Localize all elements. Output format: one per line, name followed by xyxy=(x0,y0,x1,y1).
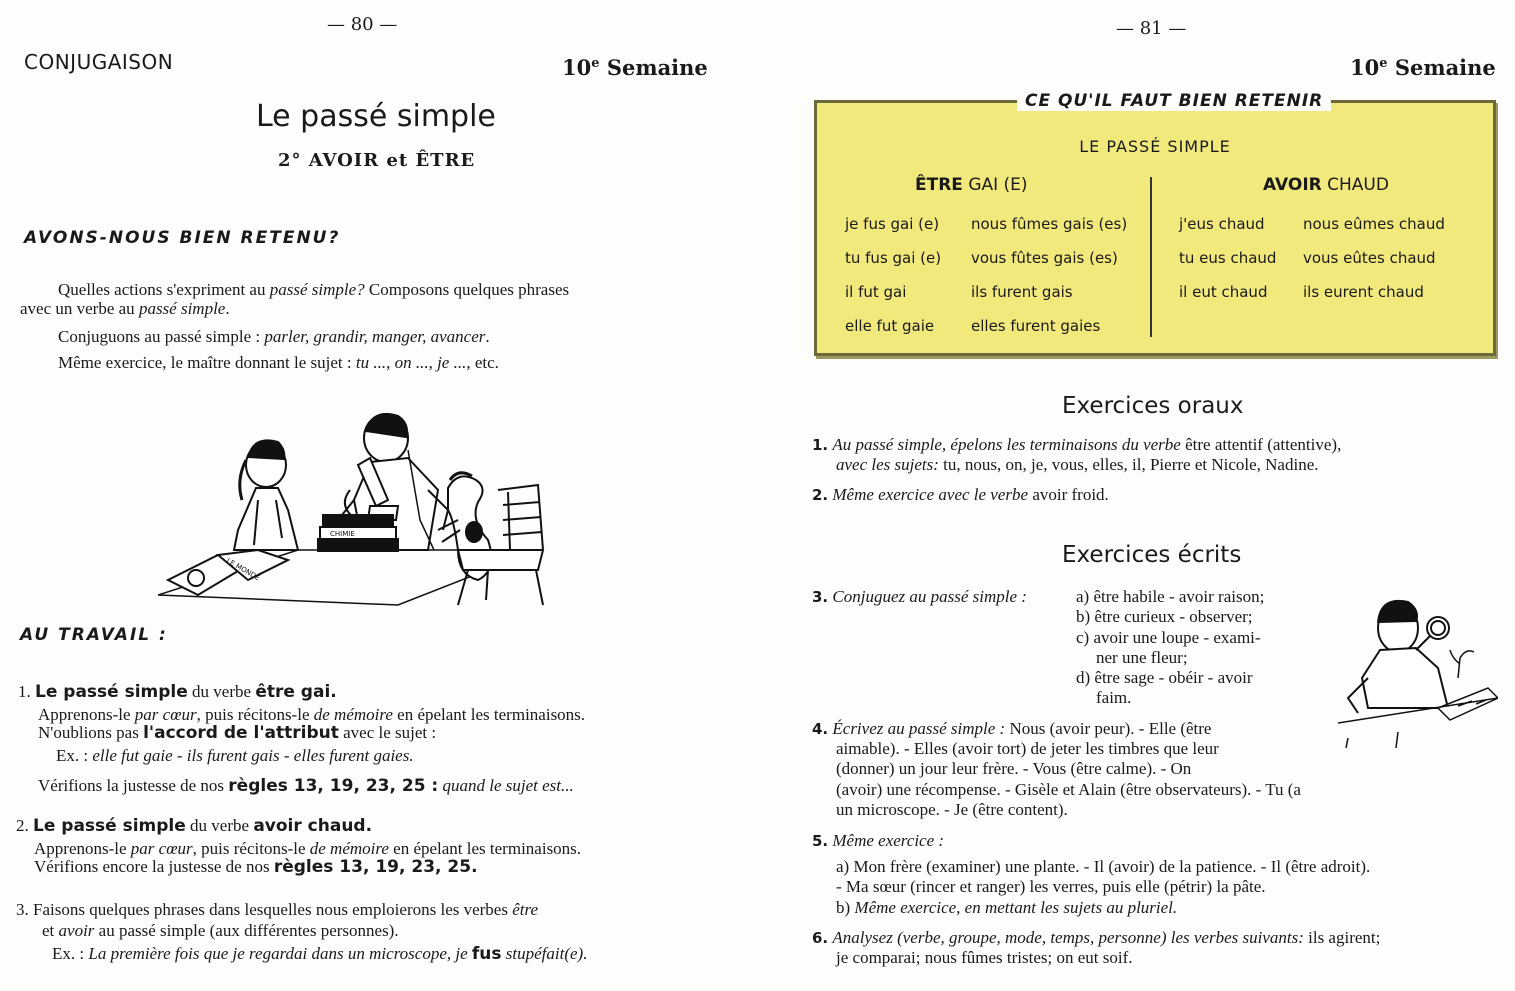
ex6-line2: je comparai; nous fûmes tristes; on eut soif. xyxy=(836,948,1133,967)
svg-text:CHIMIE: CHIMIE xyxy=(330,530,355,538)
written-exercises-title: Exercices écrits xyxy=(1062,542,1242,568)
item1-line1: 1. Le passé simple du verbe être gai. xyxy=(18,682,337,702)
page-subtitle: 2° AVOIR et ÊTRE xyxy=(278,150,476,171)
rule-box-subtitle: LE PASSÉ SIMPLE xyxy=(1079,137,1231,156)
etre-column-heading: ÊTRE GAI (E) xyxy=(915,175,1028,195)
etre-cell: nous fûmes gais (es) xyxy=(971,215,1128,233)
avoir-cell: j'eus chaud xyxy=(1179,215,1265,233)
avoir-cell: tu eus chaud xyxy=(1179,249,1277,267)
magnifier-illustration xyxy=(1338,588,1498,748)
avoir-cell: nous eûmes chaud xyxy=(1303,215,1445,233)
avoir-cell: vous eûtes chaud xyxy=(1303,249,1436,267)
ex4-line: un microscope. - Je (être content). xyxy=(836,800,1068,819)
microscope-illustration xyxy=(158,410,558,610)
week-label: 10e Semaine xyxy=(1350,55,1496,80)
ex3-lead: 3. Conjuguez au passé simple : xyxy=(812,587,1027,606)
ex5-line3: b) Même exercice, en mettant les sujets au pluriel. xyxy=(836,898,1178,917)
item2-line3: Vérifions encore la justesse de nos règles 13, 19, 23, 25. xyxy=(34,857,478,877)
review-line-4: Même exercice, le maître donnant le sujet : tu ..., on ..., je ..., etc. xyxy=(58,353,499,372)
ex2-line: 2. Même exercice avec le verbe avoir froid. xyxy=(812,485,1109,504)
etre-cell: vous fûtes gais (es) xyxy=(971,249,1118,267)
page-title: Le passé simple xyxy=(256,99,496,134)
etre-cell: elles furent gaies xyxy=(971,317,1101,335)
review-line-3: Conjuguons au passé simple : parler, grandir, manger, avancer. xyxy=(58,327,490,346)
item3-line3: Ex. : La première fois que je regardai dans un microscope, je fus stupéfait(e). xyxy=(52,944,588,964)
etre-cell: je fus gai (e) xyxy=(845,215,940,233)
column-divider xyxy=(1150,177,1152,337)
svg-text:LE MONDE: LE MONDE xyxy=(225,556,262,583)
etre-cell: ils furent gais xyxy=(971,283,1073,301)
avoir-cell: ils eurent chaud xyxy=(1303,283,1424,301)
item1-line5: Vérifions la justesse de nos règles 13, 19, 23, 25 : quand le sujet est... xyxy=(38,776,574,796)
ex3-line: d) être sage - obéir - avoir xyxy=(1076,668,1253,687)
item1-line3: N'oublions pas l'accord de l'attribut avec le sujet : xyxy=(38,723,437,743)
page-number: — 81 — xyxy=(1116,18,1187,39)
ex4-line: (donner) un jour leur frère. - Vous (être calme). - On xyxy=(836,759,1192,778)
ex3-line: ner une fleur; xyxy=(1096,648,1188,667)
ex3-line: a) être habile - avoir raison; xyxy=(1076,587,1265,606)
item2-line2: Apprenons-le par cœur, puis récitons-le de mémoire en épelant les terminaisons. xyxy=(34,839,582,858)
item1-line2: Apprenons-le par cœur, puis récitons-le de mémoire en épelant les terminaisons. xyxy=(38,705,586,724)
left-page xyxy=(0,0,740,991)
ex4-line: (avoir) une récompense. - Gisèle et Alain (être observateurs). - Tu (a xyxy=(836,780,1301,799)
right-page xyxy=(790,0,1515,991)
rule-box xyxy=(814,91,1496,356)
item3-line1: 3. Faisons quelques phrases dans lesquelles nous emploierons les verbes être xyxy=(16,900,539,919)
ex5-lead: 5. Même exercice : xyxy=(812,831,945,850)
ex1-line2: avec les sujets: tu, nous, on, je, vous, elles, il, Pierre et Nicole, Nadine. xyxy=(836,455,1319,474)
page-number: — 80 — xyxy=(327,14,398,35)
ex1-line1: 1. Au passé simple, épelons les terminaisons du verbe être attentif (attentive), xyxy=(812,435,1342,454)
review-line-2: avec un verbe au passé simple. xyxy=(20,299,230,318)
avoir-cell: il eut chaud xyxy=(1179,283,1268,301)
oral-exercises-title: Exercices oraux xyxy=(1062,393,1244,419)
rule-box-title: CE QU'IL FAUT BIEN RETENIR xyxy=(1017,91,1331,111)
ex3-line: b) être curieux - observer; xyxy=(1076,607,1253,626)
item1-line4: Ex. : elle fut gaie - ils furent gais - elles furent gaies. xyxy=(56,746,414,765)
etre-cell: tu fus gai (e) xyxy=(845,249,942,267)
ex6-line1: 6. Analysez (verbe, groupe, mode, temps, personne) les verbes suivants: ils agirent; xyxy=(812,928,1381,947)
ex4-line1: 4. Écrivez au passé simple : Nous (avoir peur). - Elle (être xyxy=(812,719,1212,738)
etre-cell: elle fut gaie xyxy=(845,317,935,335)
ex3-line: c) avoir une loupe - exami- xyxy=(1076,628,1261,647)
week-label: 10e Semaine xyxy=(562,55,708,80)
work-heading: AU TRAVAIL : xyxy=(20,625,168,645)
avoir-column-heading: AVOIR CHAUD xyxy=(1263,175,1389,195)
review-heading: AVONS-NOUS BIEN RETENU? xyxy=(24,228,341,248)
item2-line1: 2. Le passé simple du verbe avoir chaud. xyxy=(16,816,373,836)
ex5-line2: - Ma sœur (rincer et ranger) les verres, puis elle (pétrir) la pâte. xyxy=(836,877,1266,896)
section-label: CONJUGAISON xyxy=(24,50,174,74)
item3-line2: et avoir au passé simple (aux différentes personnes). xyxy=(42,921,399,940)
ex4-line: aimable). - Elles (avoir tort) de jeter les timbres que leur xyxy=(836,739,1219,758)
ex3-line: faim. xyxy=(1096,688,1132,707)
etre-cell: il fut gai xyxy=(845,283,907,301)
ex5-line1: a) Mon frère (examiner) une plante. - Il (avoir) de la patience. - Il (être adroit). xyxy=(836,857,1371,876)
review-line-1: Quelles actions s'expriment au passé simple? Composons quelques phrases xyxy=(58,280,570,299)
